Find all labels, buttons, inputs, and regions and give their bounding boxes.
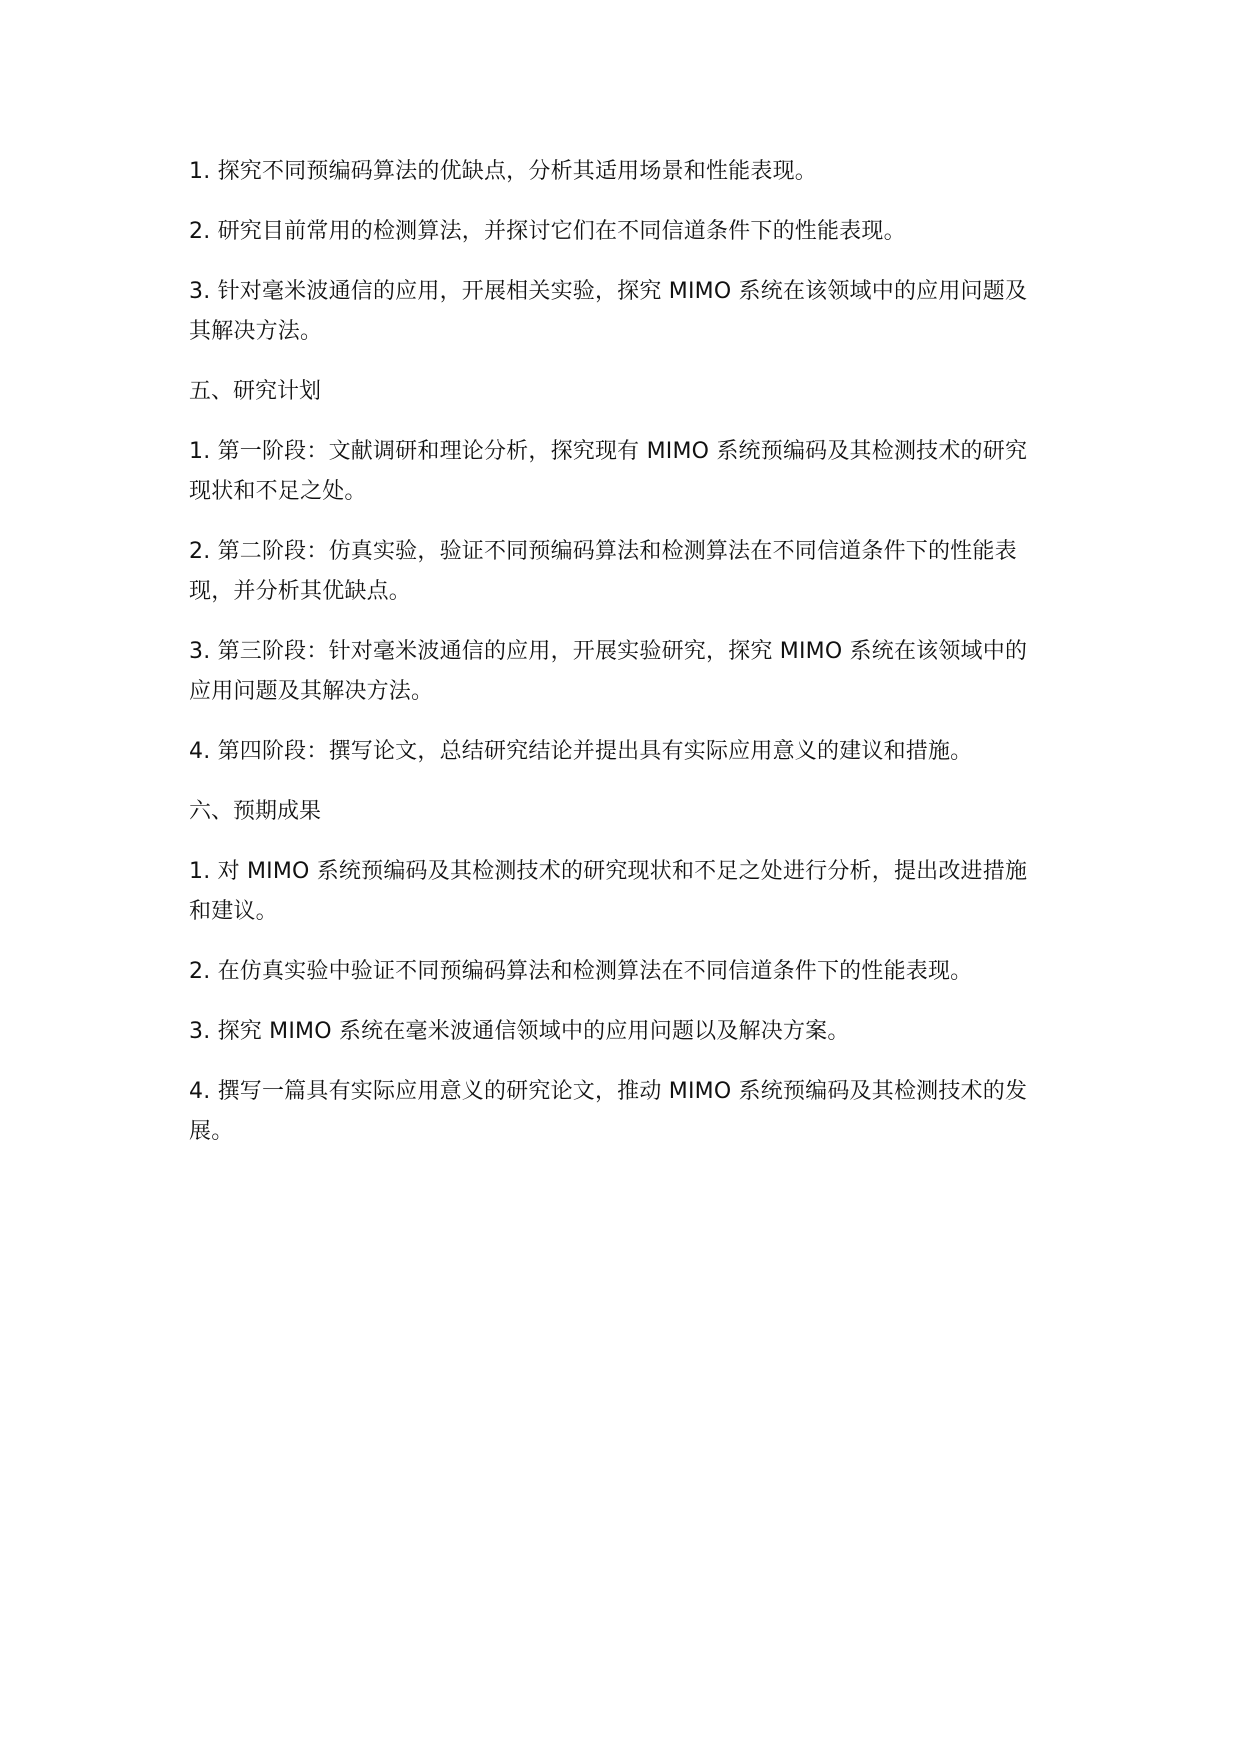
list-item: 4. 撰写一篇具有实际应用意义的研究论文，推动 MIMO 系统预编码及其检测技术的发展。 <box>189 1079 1028 1144</box>
list-item: 3. 第三阶段：针对毫米波通信的应用，开展实验研究，探究 MIMO 系统在该领域中的应用问题及其解决方法。 <box>189 639 1028 704</box>
list-item: 2. 在仿真实验中验证不同预编码算法和检测算法在不同信道条件下的性能表现。 <box>189 959 973 984</box>
document-body <box>189 152 1049 1172</box>
list-item: 1. 对 MIMO 系统预编码及其检测技术的研究现状和不足之处进行分析，提出改进措施和建议。 <box>189 859 1028 924</box>
list-item: 2. 研究目前常用的检测算法，并探讨它们在不同信道条件下的性能表现。 <box>189 219 906 244</box>
list-item: 4. 第四阶段：撰写论文，总结研究结论并提出具有实际应用意义的建议和措施。 <box>189 739 973 764</box>
list-item: 1. 探究不同预编码算法的优缺点，分析其适用场景和性能表现。 <box>189 159 817 184</box>
list-item: 3. 针对毫米波通信的应用，开展相关实验，探究 MIMO 系统在该领域中的应用问题及其解决方法。 <box>189 279 1028 344</box>
section-heading-expected-results: 六、预期成果 <box>189 799 322 824</box>
list-item: 3. 探究 MIMO 系统在毫米波通信领域中的应用问题以及解决方案。 <box>189 1019 850 1044</box>
list-item: 1. 第一阶段：文献调研和理论分析，探究现有 MIMO 系统预编码及其检测技术的研究现状和不足之处。 <box>189 439 1028 504</box>
section-heading-research-plan: 五、研究计划 <box>189 379 322 404</box>
list-item: 2. 第二阶段：仿真实验，验证不同预编码算法和检测算法在不同信道条件下的性能表现，并分析其优缺点。 <box>189 539 1017 604</box>
